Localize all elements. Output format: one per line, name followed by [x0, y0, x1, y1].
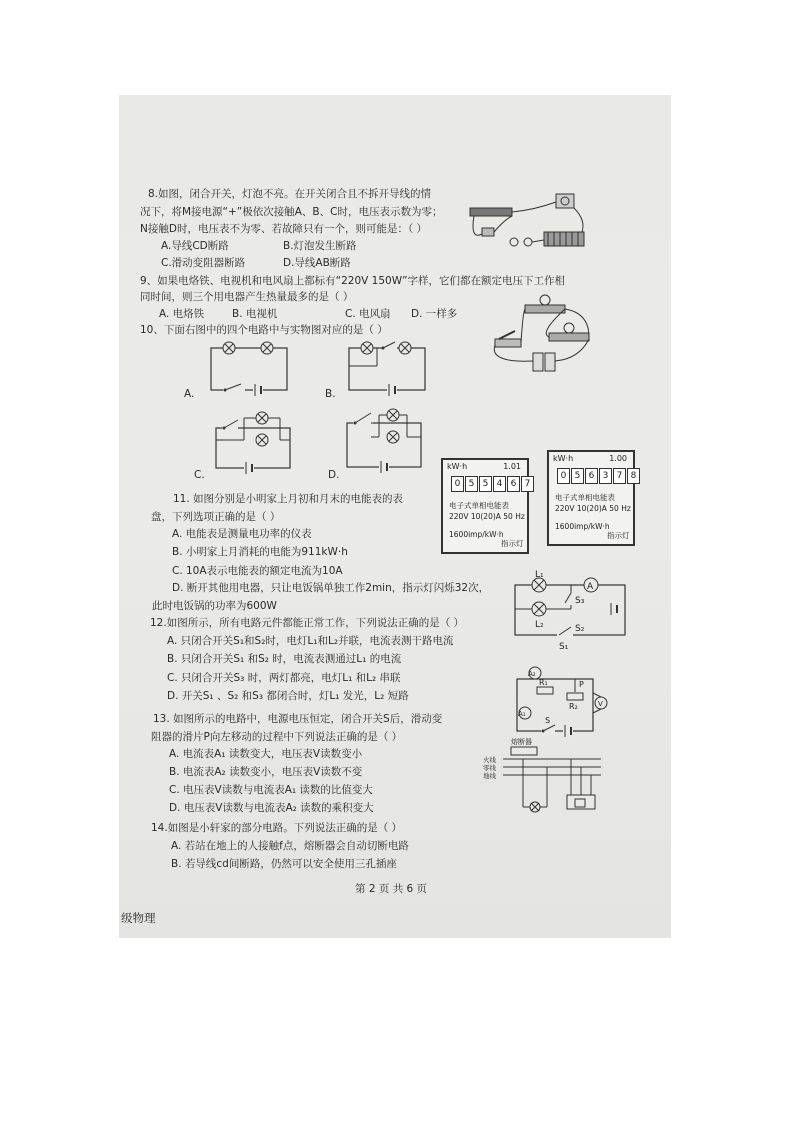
meter1-name: 电子式单相电能表 — [449, 501, 509, 510]
meter2-digits — [557, 468, 641, 484]
q13-line1: 13. 如图所示的电路中，电源电压恒定，闭合开关S后，滑动变 — [153, 713, 443, 725]
q9-option-d: D. 一样多 — [411, 308, 458, 320]
q12-l2-label: L₂ — [535, 620, 544, 630]
q10-line1: 10、下面右图中的四个电路中与实物图对应的是（ ） — [140, 324, 388, 336]
q13-a2-label: A₂ — [528, 670, 536, 678]
meter1-digit: 6 — [507, 476, 520, 492]
q10-label-b: B. — [325, 388, 336, 400]
q10-circuit-b — [347, 340, 429, 395]
meter1-unit: kW·h — [447, 462, 468, 471]
q13-v-label: V — [598, 700, 603, 708]
q8-line1: 8.如图，闭合开关，灯泡不亮。在开关闭合且不拆开导线的情 — [148, 188, 432, 200]
meter2-digit: 8 — [627, 468, 640, 484]
q12-s1-label: S₁ — [559, 642, 569, 652]
meter1-digit: 0 — [451, 476, 464, 492]
q9-line1: 9、如果电烙铁、电视机和电风扇上都标有“220V 150W”字样，它们都在额定电压下工作相 — [140, 275, 566, 287]
q14-fuse-label: 熔断器 — [511, 738, 532, 746]
q12-option-b: B. 只闭合开关S₁ 和S₂ 时，电流表测通过L₁ 的电流 — [167, 653, 402, 665]
meter1-digit: 5 — [465, 476, 478, 492]
meter2-light: 指示灯 — [607, 531, 630, 540]
q9-line2: 同时间，则三个用电器产生热量最多的是（ ） — [140, 291, 354, 303]
q11-line7: 此时电饭锅的功率为600W — [152, 600, 277, 612]
q8-apparatus-figure — [464, 190, 594, 260]
q12-option-c: C. 只闭合开关S₃ 时，两灯都亮，电灯L₁ 和L₂ 串联 — [167, 672, 401, 684]
q13-s-label: S — [545, 716, 551, 725]
q11-option-b: B. 小明家上月消耗的电能为911kW·h — [172, 546, 348, 558]
q11-line1: 11. 如图分别是小明家上月初和月末的电能表的表 — [173, 493, 404, 505]
q14-live-label: 火线 — [483, 756, 496, 764]
meter2-unit: kW·h — [553, 454, 574, 463]
q14-neutral-label: 零线 — [483, 764, 496, 772]
q13-option-a: A. 电流表A₁ 读数变大，电压表V读数变小 — [169, 748, 363, 760]
q8-option-a: A.导线CD断路 — [161, 240, 229, 252]
q13-line2: 阻器的滑片P向左移动的过程中下列说法正确的是（ ） — [151, 731, 403, 743]
q8-option-b: B.灯泡发生断路 — [283, 240, 357, 252]
meter1-digit: 7 — [521, 476, 534, 492]
q13-a1-label: A₁ — [518, 710, 526, 718]
q12-s3-label: S₃ — [575, 596, 585, 606]
meter1-imp: 1600imp/kW·h — [449, 530, 504, 539]
q10-label-a: A. — [184, 388, 195, 400]
q11-line2: 盘，下列选项正确的是（ ） — [151, 511, 281, 523]
q13-r1-label: R₁ — [539, 678, 548, 687]
q8-line3: N接触D时，电压表不为零、若故障只有一个，则可能是：（ ） — [140, 223, 428, 235]
q13-r2-label: R₂ — [569, 702, 578, 711]
q13-option-c: C. 电压表V读数与电流表A₁ 读数的比值变大 — [169, 784, 373, 796]
q12-option-d: D. 开关S₁ 、S₂ 和S₃ 都闭合时，灯L₁ 发光，L₂ 短路 — [167, 690, 409, 702]
q12-ammeter-label: A — [587, 582, 594, 592]
q10-circuit-a — [209, 340, 291, 395]
meter1-digits — [451, 476, 535, 492]
q8-option-c: C.滑动变阻器断路 — [161, 257, 246, 269]
q10-circuit-d — [345, 403, 427, 473]
meter1-serial: 1.01 — [503, 462, 521, 471]
q9-option-a: A. 电烙铁 — [159, 308, 205, 320]
meter2-imp: 1600imp/kW·h — [555, 522, 610, 531]
q10-label-d: D. — [328, 469, 340, 481]
q12-option-a: A. 只闭合开关S₁和S₂时，电灯L₁和L₂并联，电流表测干路电流 — [167, 635, 454, 647]
q14-wiring-figure — [483, 738, 613, 825]
q11-option-c: C. 10A表示电能表的额定电流为10A — [172, 565, 343, 577]
q9-option-b: B. 电视机 — [232, 308, 278, 320]
energy-meter-end — [547, 450, 635, 546]
q12-s2-label: S₂ — [575, 624, 585, 634]
meter2-digit: 0 — [557, 468, 570, 484]
meter1-digit: 4 — [493, 476, 506, 492]
q8-option-d: D.导线AB断路 — [283, 257, 351, 269]
q12-l1-label: L₁ — [535, 570, 544, 580]
q10-circuit-c — [214, 410, 296, 475]
q14-ground-label: 地线 — [483, 772, 496, 780]
q12-line1: 12.如图所示，所有电路元件都能正常工作，下列说法正确的是（ ） — [150, 617, 465, 629]
exam-photo — [119, 95, 671, 938]
q8-line2: 况下，将M接电源“+”极依次接触A、B、C时，电压表示数为零； — [140, 206, 443, 218]
meter1-spec: 220V 10(20)A 50 Hz — [449, 512, 525, 521]
meter2-serial: 1.00 — [609, 454, 627, 463]
q13-p-label: P — [579, 680, 584, 689]
meter2-spec: 220V 10(20)A 50 Hz — [555, 504, 631, 513]
page-number: 第 2 页 共 6 页 — [355, 883, 428, 895]
meter1-light: 指示灯 — [501, 539, 524, 548]
energy-meter-start — [441, 458, 529, 554]
q14-option-a: A. 若站在地上的人接触f点，熔断器会自动切断电路 — [171, 840, 409, 852]
q14-option-b: B. 若导线cd间断路，仍然可以安全使用三孔插座 — [171, 858, 397, 870]
q13-option-d: D. 电压表V读数与电流表A₂ 读数的乘积变大 — [169, 802, 374, 814]
meter2-digit: 7 — [613, 468, 626, 484]
q12-circuit — [511, 571, 631, 651]
meter2-digit: 5 — [571, 468, 584, 484]
meter1-digit: 5 — [479, 476, 492, 492]
meter2-digit: 6 — [585, 468, 598, 484]
subject-label: 级物理 — [121, 911, 156, 925]
meter2-name: 电子式单相电能表 — [555, 493, 615, 502]
q10-apparatus-figure — [489, 293, 599, 378]
q14-line1: 14.如图是小轩家的部分电路。下列说法正确的是（ ） — [151, 822, 403, 834]
q13-circuit — [511, 663, 611, 741]
meter2-digit: 3 — [599, 468, 612, 484]
q9-option-c: C. 电风扇 — [345, 308, 391, 320]
q10-label-c: C. — [194, 469, 205, 481]
q11-option-a: A. 电能表是测量电功率的仪表 — [172, 528, 312, 540]
q11-option-d: D. 断开其他用电器，只让电饭锅单独工作2min，指示灯闪烁32次， — [172, 582, 490, 594]
q13-option-b: B. 电流表A₂ 读数变小，电压表V读数不变 — [169, 766, 363, 778]
